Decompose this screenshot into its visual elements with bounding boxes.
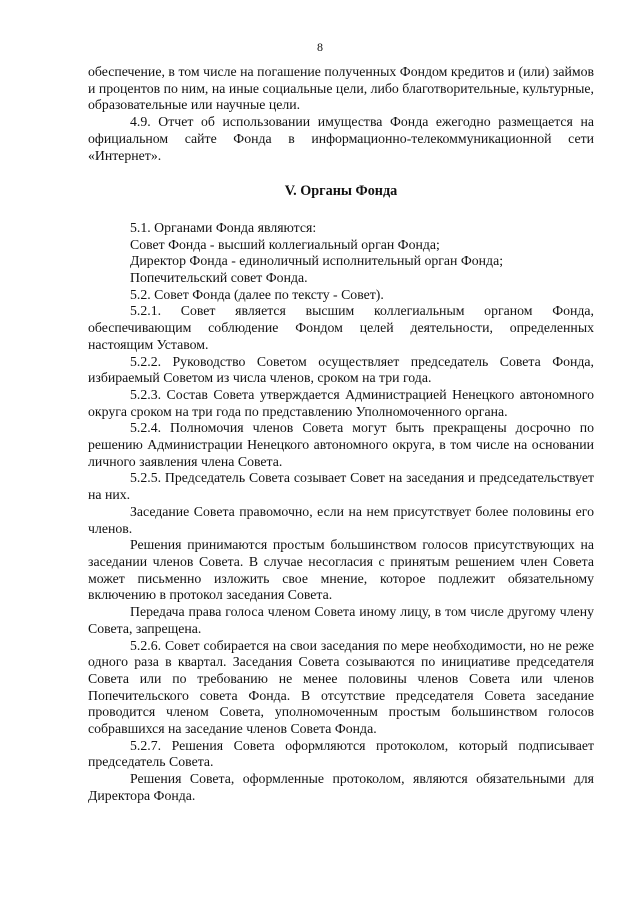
paragraph: Решения Совета, оформленные протоколом, являются обязательными для Директора Фонда.	[88, 771, 594, 803]
paragraph: 5.2. Совет Фонда (далее по тексту - Совет).	[130, 286, 384, 302]
list-item: Директор Фонда - единоличный исполнительный орган Фонда;	[130, 253, 504, 269]
document-body	[88, 64, 594, 805]
paragraph: 5.2.1. Совет является высшим коллегиальным органом Фонда, обеспечивающим соблюдение Фондом целей деятельности, определенных настоящим Уставом.	[88, 303, 594, 352]
section-heading: V. Органы Фонда	[284, 183, 398, 200]
paragraph: 5.2.5. Председатель Совета созывает Совет на заседания и председательствует на них.	[88, 470, 594, 503]
list-item: Совет Фонда - высший коллегиальный орган Фонда;	[130, 236, 440, 252]
paragraph: обеспечение, в том числе на погашение полученных Фондом кредитов и (или) займов и процентов по ним, на иные социальные цели, либо благотворительные, культурные, образовательные или научные цели.	[88, 64, 594, 113]
paragraph: 4.9. Отчет об использовании имущества Фонда ежегодно размещается на официальном сайте Фонда в информационно-телекоммуникационной сети «Интернет».	[88, 114, 594, 163]
page-number: 8	[317, 40, 323, 54]
paragraph: 5.2.7. Решения Совета оформляются протоколом, который подписывает председатель Совета.	[88, 737, 594, 770]
list-item: Попечительский совет Фонда.	[130, 270, 308, 286]
paragraph: 5.1. Органами Фонда являются:	[130, 219, 317, 235]
paragraph: 5.2.6. Совет собирается на свои заседания по мере необходимости, но не реже одного раза в квартал. Заседания Совета созываются по инициативе председателя Совета или по требованию не менее половины членов Совета или членов Попечительского совета Фонда. В отсутствие председателя Совета заседание проводится членом Совета, уполномоченным простым большинством голосов собравшихся на заседание членов Совета Фонда.	[88, 637, 594, 737]
paragraph: Решения принимаются простым большинством голосов присутствующих на заседании членов Совета. В случае несогласия с принятым решением член Совета может письменно изложить свое мнение, которое подлежит обязательному включению в протокол заседания Совета.	[88, 537, 594, 603]
paragraph: 5.2.2. Руководство Советом осуществляет председатель Совета Фонда, избираемый Советом из числа членов, сроком на три года.	[88, 353, 594, 386]
paragraph: 5.2.3. Состав Совета утверждается Администрацией Ненецкого автономного округа сроком на три года по представлению Уполномоченного органа.	[88, 386, 594, 419]
paragraph: Заседание Совета правомочно, если на нем присутствует более половины его членов.	[88, 503, 594, 536]
paragraph: Передача права голоса членом Совета иному лицу, в том числе другому члену Совета, запрещена.	[88, 604, 594, 636]
paragraph: 5.2.4. Полномочия членов Совета могут быть прекращены досрочно по решению Администрации Ненецкого автономного округа, в том числе на основании личного заявления члена Совета.	[88, 420, 594, 469]
